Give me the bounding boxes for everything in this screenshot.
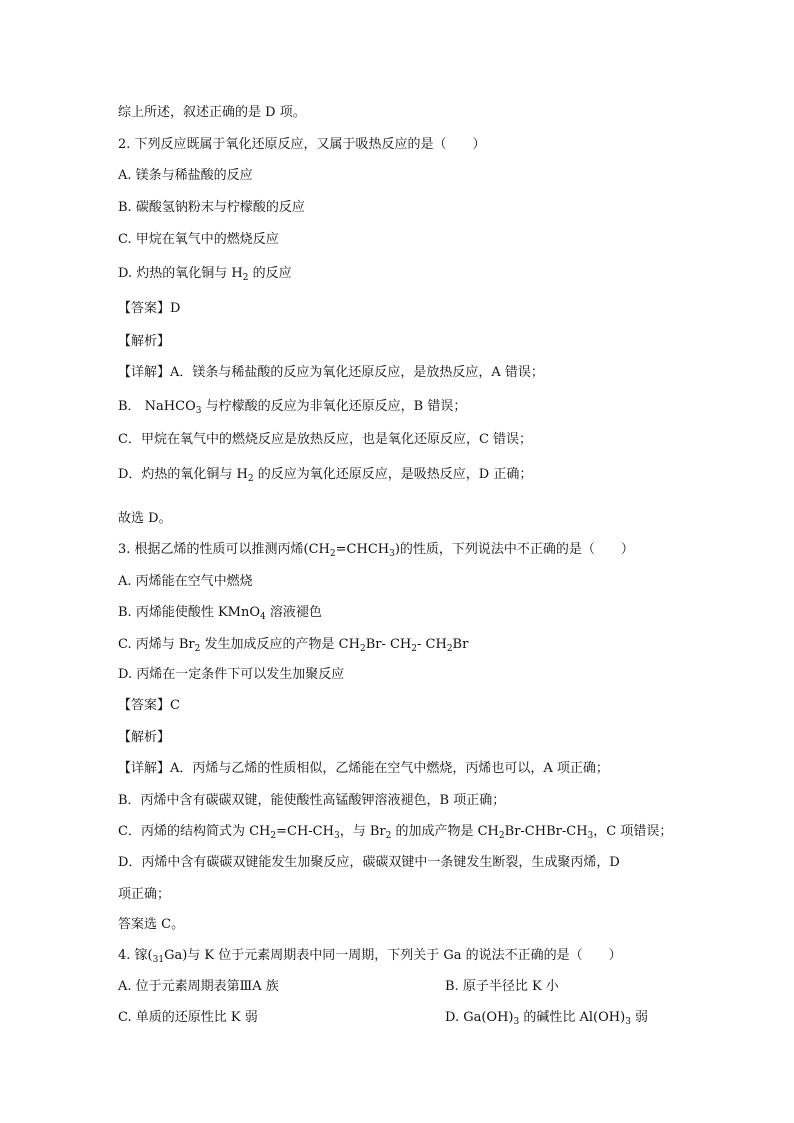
text-segment: B. 丙烯能使酸性 KMnO [118,605,261,620]
subscript: 2 [498,831,505,841]
text-line [118,398,466,416]
text-line: 【解析】 [118,730,171,745]
text-line: 故选 D。 [118,511,172,526]
subscript: 2 [446,644,453,654]
text-line: 【解析】 [118,334,171,349]
text-line: A. 位于元素周期表第ⅢA 族 [118,979,279,994]
text-segment: Br-CHBr-CH [504,824,588,839]
text-segment: D. Ga(OH) [445,1010,514,1025]
text-segment: 的碱性比 Al(OH) [519,1010,626,1025]
text-line: A. 丙烯能在空气中燃烧 [118,574,253,589]
text-line: B．丙烯中含有碳碳双键，能使酸性高锰酸钾溶液褪色，B 项正确； [118,793,506,808]
text-line: A. 镁条与稀盐酸的反应 [118,168,253,183]
text-segment: 的加成产物是 CH [391,824,499,839]
text-line: 【答案】C [118,698,180,713]
subscript: 2 [329,549,336,559]
text-line: B. 碳酸氢钠粉末与柠檬酸的反应 [118,200,305,215]
text-line: 【详解】A．丙烯与乙烯的性质相似，乙烯能在空气中燃烧，丙烯也可以，A 项正确； [118,761,609,776]
text-segment: 的反应为氧化还原反应，是吸热反应，D 正确； [253,467,533,482]
text-line: 2. 下列反应既属于氧化还原反应，又属于吸热反应的是（ ） [118,137,486,152]
text-segment: Br- CH [365,637,412,652]
text-line: 项正确； [118,887,171,902]
text-segment: D．灼热的氧化铜与 H [118,467,248,482]
text-line [118,823,672,841]
text-segment: 3. 根据乙烯的性质可以推测丙烯(CH [118,542,330,557]
text-segment: )的性质，下列说法中不正确的是（ ） [394,542,634,557]
option-right-column [445,1009,648,1027]
text-line [118,466,532,484]
text-segment: C. 丙烯与 Br [118,637,195,652]
subscript: 2 [359,644,366,654]
subscript: 3 [513,1017,520,1027]
text-segment: =CHCH [335,542,390,557]
text-line [118,265,292,283]
text-segment: ，C 项错误； [593,824,673,839]
text-line: C．甲烷在氧气中的燃烧反应是放热反应，也是氧化还原反应，C 错误； [118,432,533,447]
text-segment: 4. 镓( [118,948,153,963]
text-segment: =CH-CH [276,824,334,839]
text-segment: 的反应 [248,266,292,281]
text-line: 【答案】D [118,301,181,316]
subscript: 4 [260,612,266,622]
subscript: 2 [194,644,201,654]
text-line: C. 单质的还原性比 K 弱 [118,1010,258,1025]
text-line: 答案选 C。 [118,917,185,932]
text-segment: C．丙烯的结构简式为 CH [118,824,271,839]
text-line: C. 甲烷在氧气中的燃烧反应 [118,232,279,247]
text-segment: D. 灼热的氧化铜与 H [118,266,243,281]
option-right-column: B. 原子半径比 K 小 [445,979,559,994]
text-line [118,604,322,622]
text-segment: 与柠檬酸的反应为非氧化还原反应，B 错误； [201,399,467,414]
text-line: D．丙烯中含有碳碳双键能发生加聚反应，碳碳双键中一条键发生断裂，生成聚丙烯，D [118,855,620,870]
text-segment: Ga)与 K 位于元素周期表中同一周期，下列关于 Ga 的说法不正确的是（ ） [164,948,622,963]
subscript: 31 [152,955,165,965]
text-line: D. 丙烯在一定条件下可以发生加聚反应 [118,667,345,682]
subscript: 3 [333,831,340,841]
text-segment: 发生加成反应的产物是 CH [200,637,360,652]
text-segment: 弱 [630,1010,649,1025]
text-segment: 溶液褪色 [265,605,322,620]
subscript: 2 [247,474,254,484]
subscript: 2 [242,273,249,283]
text-line [118,541,634,559]
subscript: 2 [270,831,277,841]
text-line [118,947,622,965]
subscript: 3 [389,549,395,559]
subscript: 2 [385,831,392,841]
text-segment: ，与 Br [339,824,386,839]
text-segment: B． NaHCO [118,399,196,414]
subscript: 3 [625,1017,631,1027]
text-line: 【详解】A．镁条与稀盐酸的反应为氧化还原反应，是放热反应，A 错误； [118,365,544,380]
subscript: 2 [411,644,417,654]
text-line: 综上所述，叙述正确的是 D 项。 [118,105,306,120]
subscript: 3 [587,831,594,841]
subscript: 3 [195,406,202,416]
text-line [118,636,468,654]
text-segment: - CH [417,637,447,652]
text-segment: Br [452,637,469,652]
